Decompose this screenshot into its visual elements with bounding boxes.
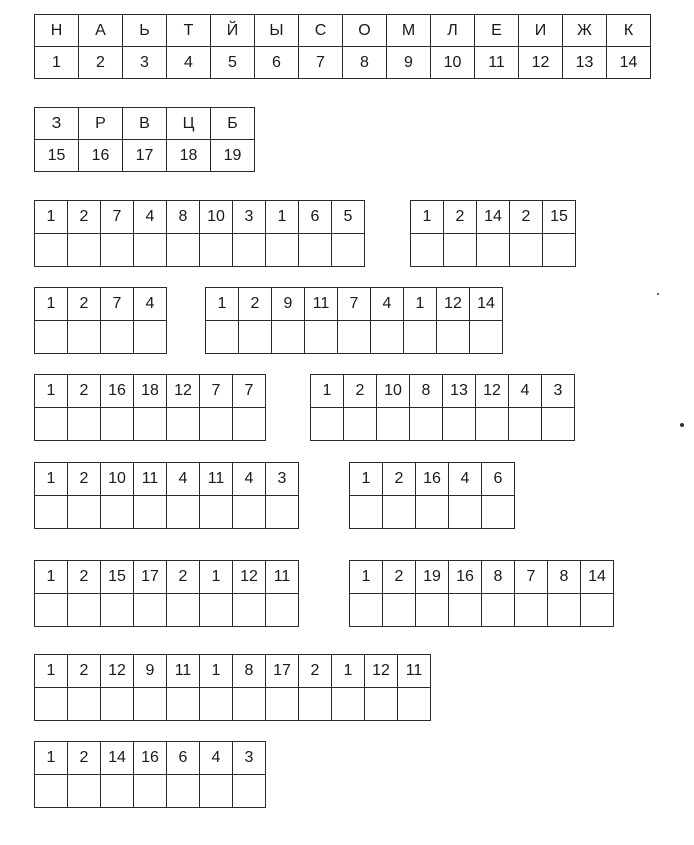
code-number-cell: 1 [411, 201, 444, 234]
word-puzzle-table [34, 560, 299, 627]
answer-letter-cell[interactable] [167, 594, 200, 627]
code-number-cell: 11 [398, 655, 431, 688]
code-number-cell: 9 [272, 288, 305, 321]
code-number-cell: 4 [371, 288, 404, 321]
answer-row [35, 321, 167, 354]
answer-letter-cell[interactable] [101, 234, 134, 267]
word-puzzle-table [205, 287, 503, 354]
word-puzzle-table [34, 654, 431, 721]
cipher-key-table [34, 107, 255, 172]
answer-letter-cell[interactable] [134, 775, 167, 808]
answer-letter-cell[interactable] [68, 688, 101, 721]
code-number-cell: 2 [68, 288, 101, 321]
answer-letter-cell[interactable] [477, 234, 510, 267]
code-numbers-row [35, 742, 266, 775]
code-number-cell: 2 [299, 655, 332, 688]
code-number-cell: 2 [239, 288, 272, 321]
code-number-cell: 12 [167, 375, 200, 408]
answer-letter-cell[interactable] [404, 321, 437, 354]
answer-letter-cell[interactable] [383, 594, 416, 627]
code-number-cell: 1 [200, 655, 233, 688]
code-number-cell: 1 [332, 655, 365, 688]
key-letter-cell: С [299, 15, 343, 47]
answer-letter-cell[interactable] [299, 234, 332, 267]
answer-letter-cell[interactable] [134, 496, 167, 529]
answer-letter-cell[interactable] [200, 775, 233, 808]
key-letter-cell: Т [167, 15, 211, 47]
word-puzzle-table [410, 200, 576, 267]
code-number-cell: 10 [101, 463, 134, 496]
answer-letter-cell[interactable] [200, 496, 233, 529]
key-number-cell: 7 [299, 47, 343, 79]
code-number-cell: 16 [134, 742, 167, 775]
answer-letter-cell[interactable] [68, 234, 101, 267]
word-puzzle-table [34, 741, 266, 808]
code-number-cell: 10 [200, 201, 233, 234]
code-number-cell: 17 [266, 655, 299, 688]
answer-letter-cell[interactable] [482, 496, 515, 529]
key-letter-cell: Н [35, 15, 79, 47]
key-number-cell: 9 [387, 47, 431, 79]
answer-letter-cell[interactable] [444, 234, 477, 267]
answer-row [411, 234, 576, 267]
key-number-cell: 2 [79, 47, 123, 79]
answer-letter-cell[interactable] [68, 496, 101, 529]
answer-letter-cell[interactable] [101, 496, 134, 529]
code-number-cell: 2 [68, 655, 101, 688]
code-numbers-row [350, 463, 515, 496]
answer-letter-cell[interactable] [35, 321, 68, 354]
code-number-cell: 15 [101, 561, 134, 594]
key-number-cell: 6 [255, 47, 299, 79]
word-puzzle-table [34, 200, 365, 267]
code-number-cell: 3 [233, 742, 266, 775]
code-number-cell: 1 [35, 375, 68, 408]
answer-letter-cell[interactable] [509, 408, 542, 441]
answer-row [35, 234, 365, 267]
answer-letter-cell[interactable] [515, 594, 548, 627]
answer-row [206, 321, 503, 354]
key-number-cell: 10 [431, 47, 475, 79]
code-number-cell: 1 [350, 463, 383, 496]
answer-letter-cell[interactable] [101, 688, 134, 721]
answer-letter-cell[interactable] [371, 321, 404, 354]
answer-row [311, 408, 575, 441]
code-number-cell: 7 [101, 288, 134, 321]
key-number-cell: 13 [563, 47, 607, 79]
answer-letter-cell[interactable] [68, 321, 101, 354]
answer-letter-cell[interactable] [134, 321, 167, 354]
answer-letter-cell[interactable] [350, 594, 383, 627]
print-speck [680, 423, 684, 427]
answer-letter-cell[interactable] [35, 775, 68, 808]
answer-letter-cell[interactable] [383, 496, 416, 529]
answer-letter-cell[interactable] [101, 775, 134, 808]
code-number-cell: 5 [332, 201, 365, 234]
answer-row [350, 496, 515, 529]
answer-letter-cell[interactable] [101, 408, 134, 441]
code-number-cell: 6 [299, 201, 332, 234]
code-number-cell: 7 [200, 375, 233, 408]
key-letter-cell: К [607, 15, 651, 47]
code-number-cell: 14 [581, 561, 614, 594]
answer-letter-cell[interactable] [200, 688, 233, 721]
code-number-cell: 1 [350, 561, 383, 594]
code-number-cell: 12 [365, 655, 398, 688]
answer-letter-cell[interactable] [449, 496, 482, 529]
code-numbers-row [411, 201, 576, 234]
code-number-cell: 4 [509, 375, 542, 408]
code-number-cell: 2 [344, 375, 377, 408]
code-number-cell: 1 [35, 561, 68, 594]
word-puzzle-table [34, 462, 299, 529]
answer-letter-cell[interactable] [365, 688, 398, 721]
code-number-cell: 3 [266, 463, 299, 496]
key-letters-row [35, 108, 255, 140]
key-number-cell: 19 [211, 140, 255, 172]
code-number-cell: 16 [449, 561, 482, 594]
code-number-cell: 1 [206, 288, 239, 321]
answer-letter-cell[interactable] [233, 594, 266, 627]
code-number-cell: 14 [470, 288, 503, 321]
code-number-cell: 1 [35, 463, 68, 496]
answer-letter-cell[interactable] [35, 688, 68, 721]
code-number-cell: 12 [437, 288, 470, 321]
code-number-cell: 2 [68, 742, 101, 775]
code-numbers-row [350, 561, 614, 594]
key-letter-cell: Е [475, 15, 519, 47]
answer-letter-cell[interactable] [233, 408, 266, 441]
key-number-cell: 15 [35, 140, 79, 172]
code-number-cell: 11 [134, 463, 167, 496]
code-number-cell: 4 [134, 201, 167, 234]
key-number-cell: 18 [167, 140, 211, 172]
answer-letter-cell[interactable] [167, 496, 200, 529]
key-letter-cell: Р [79, 108, 123, 140]
code-number-cell: 14 [477, 201, 510, 234]
answer-letter-cell[interactable] [416, 594, 449, 627]
key-number-cell: 14 [607, 47, 651, 79]
code-number-cell: 9 [134, 655, 167, 688]
code-number-cell: 8 [410, 375, 443, 408]
code-numbers-row [35, 655, 431, 688]
answer-letter-cell[interactable] [398, 688, 431, 721]
answer-letter-cell[interactable] [266, 688, 299, 721]
answer-letter-cell[interactable] [338, 321, 371, 354]
key-letter-cell: Ц [167, 108, 211, 140]
answer-letter-cell[interactable] [266, 594, 299, 627]
code-number-cell: 2 [68, 201, 101, 234]
answer-letter-cell[interactable] [449, 594, 482, 627]
answer-letter-cell[interactable] [476, 408, 509, 441]
answer-row [35, 496, 299, 529]
key-letter-cell: Й [211, 15, 255, 47]
key-number-cell: 5 [211, 47, 255, 79]
code-numbers-row [35, 201, 365, 234]
code-number-cell: 1 [200, 561, 233, 594]
code-number-cell: 7 [338, 288, 371, 321]
word-puzzle-table [310, 374, 575, 441]
answer-row [35, 594, 299, 627]
key-letter-cell: Ж [563, 15, 607, 47]
code-number-cell: 12 [233, 561, 266, 594]
answer-letter-cell[interactable] [167, 408, 200, 441]
key-letter-cell: Л [431, 15, 475, 47]
answer-letter-cell[interactable] [68, 594, 101, 627]
code-number-cell: 2 [68, 561, 101, 594]
code-numbers-row [35, 463, 299, 496]
answer-letter-cell[interactable] [167, 234, 200, 267]
key-number-cell: 11 [475, 47, 519, 79]
code-number-cell: 11 [305, 288, 338, 321]
answer-letter-cell[interactable] [410, 408, 443, 441]
code-numbers-row [35, 375, 266, 408]
key-letters-row [35, 15, 651, 47]
code-numbers-row [35, 288, 167, 321]
key-number-cell: 1 [35, 47, 79, 79]
answer-letter-cell[interactable] [437, 321, 470, 354]
answer-letter-cell[interactable] [101, 321, 134, 354]
code-number-cell: 6 [167, 742, 200, 775]
answer-letter-cell[interactable] [35, 496, 68, 529]
answer-letter-cell[interactable] [101, 594, 134, 627]
code-number-cell: 3 [233, 201, 266, 234]
code-number-cell: 19 [416, 561, 449, 594]
cipher-key-table [34, 14, 651, 79]
code-number-cell: 1 [266, 201, 299, 234]
code-number-cell: 8 [548, 561, 581, 594]
key-number-cell: 12 [519, 47, 563, 79]
answer-letter-cell[interactable] [200, 594, 233, 627]
answer-letter-cell[interactable] [266, 496, 299, 529]
key-number-cell: 4 [167, 47, 211, 79]
code-number-cell: 2 [167, 561, 200, 594]
answer-letter-cell[interactable] [377, 408, 410, 441]
code-number-cell: 3 [542, 375, 575, 408]
answer-letter-cell[interactable] [68, 408, 101, 441]
code-number-cell: 8 [482, 561, 515, 594]
answer-row [35, 408, 266, 441]
answer-letter-cell[interactable] [233, 234, 266, 267]
answer-letter-cell[interactable] [311, 408, 344, 441]
word-puzzle-table [349, 560, 614, 627]
code-number-cell: 4 [134, 288, 167, 321]
key-letter-cell: И [519, 15, 563, 47]
answer-letter-cell[interactable] [134, 408, 167, 441]
code-number-cell: 1 [311, 375, 344, 408]
code-number-cell: 8 [233, 655, 266, 688]
answer-row [35, 775, 266, 808]
code-numbers-row [206, 288, 503, 321]
answer-letter-cell[interactable] [470, 321, 503, 354]
code-number-cell: 2 [68, 463, 101, 496]
code-number-cell: 4 [200, 742, 233, 775]
code-number-cell: 16 [416, 463, 449, 496]
code-number-cell: 6 [482, 463, 515, 496]
answer-letter-cell[interactable] [272, 321, 305, 354]
key-letter-cell: Б [211, 108, 255, 140]
code-number-cell: 14 [101, 742, 134, 775]
answer-letter-cell[interactable] [266, 234, 299, 267]
code-number-cell: 12 [101, 655, 134, 688]
key-letter-cell: В [123, 108, 167, 140]
answer-letter-cell[interactable] [350, 496, 383, 529]
word-puzzle-table [349, 462, 515, 529]
answer-letter-cell[interactable] [239, 321, 272, 354]
key-letter-cell: А [79, 15, 123, 47]
answer-letter-cell[interactable] [233, 688, 266, 721]
code-number-cell: 15 [543, 201, 576, 234]
code-number-cell: 1 [35, 742, 68, 775]
answer-letter-cell[interactable] [167, 775, 200, 808]
code-number-cell: 1 [35, 201, 68, 234]
code-number-cell: 16 [101, 375, 134, 408]
code-number-cell: 2 [510, 201, 543, 234]
word-puzzle-table [34, 287, 167, 354]
answer-letter-cell[interactable] [68, 775, 101, 808]
answer-letter-cell[interactable] [233, 496, 266, 529]
code-number-cell: 18 [134, 375, 167, 408]
answer-letter-cell[interactable] [35, 408, 68, 441]
key-number-cell: 8 [343, 47, 387, 79]
answer-letter-cell[interactable] [548, 594, 581, 627]
code-numbers-row [311, 375, 575, 408]
code-number-cell: 1 [404, 288, 437, 321]
answer-letter-cell[interactable] [134, 688, 167, 721]
code-number-cell: 7 [515, 561, 548, 594]
word-puzzle-table [34, 374, 266, 441]
answer-letter-cell[interactable] [332, 688, 365, 721]
answer-letter-cell[interactable] [35, 594, 68, 627]
key-letter-cell: Ь [123, 15, 167, 47]
answer-letter-cell[interactable] [581, 594, 614, 627]
code-number-cell: 1 [35, 655, 68, 688]
code-number-cell: 4 [449, 463, 482, 496]
answer-letter-cell[interactable] [167, 688, 200, 721]
code-number-cell: 10 [377, 375, 410, 408]
answer-row [350, 594, 614, 627]
code-number-cell: 7 [233, 375, 266, 408]
code-number-cell: 12 [476, 375, 509, 408]
key-number-cell: 16 [79, 140, 123, 172]
code-number-cell: 11 [167, 655, 200, 688]
key-number-cell: 17 [123, 140, 167, 172]
code-number-cell: 13 [443, 375, 476, 408]
code-number-cell: 2 [444, 201, 477, 234]
key-number-cell: 3 [123, 47, 167, 79]
answer-letter-cell[interactable] [416, 496, 449, 529]
key-letter-cell: Ы [255, 15, 299, 47]
code-number-cell: 4 [167, 463, 200, 496]
answer-letter-cell[interactable] [200, 408, 233, 441]
key-numbers-row [35, 47, 651, 79]
key-letter-cell: О [343, 15, 387, 47]
answer-letter-cell[interactable] [543, 234, 576, 267]
print-speck [657, 293, 659, 295]
answer-letter-cell[interactable] [299, 688, 332, 721]
answer-letter-cell[interactable] [344, 408, 377, 441]
code-number-cell: 4 [233, 463, 266, 496]
key-numbers-row [35, 140, 255, 172]
answer-row [35, 688, 431, 721]
answer-letter-cell[interactable] [134, 234, 167, 267]
answer-letter-cell[interactable] [305, 321, 338, 354]
code-number-cell: 11 [266, 561, 299, 594]
code-number-cell: 1 [35, 288, 68, 321]
code-number-cell: 2 [383, 561, 416, 594]
answer-letter-cell[interactable] [134, 594, 167, 627]
code-number-cell: 17 [134, 561, 167, 594]
answer-letter-cell[interactable] [510, 234, 543, 267]
code-numbers-row [35, 561, 299, 594]
code-number-cell: 8 [167, 201, 200, 234]
answer-letter-cell[interactable] [411, 234, 444, 267]
answer-letter-cell[interactable] [233, 775, 266, 808]
answer-letter-cell[interactable] [443, 408, 476, 441]
answer-letter-cell[interactable] [542, 408, 575, 441]
code-number-cell: 11 [200, 463, 233, 496]
answer-letter-cell[interactable] [200, 234, 233, 267]
code-number-cell: 7 [101, 201, 134, 234]
code-number-cell: 2 [383, 463, 416, 496]
key-letter-cell: М [387, 15, 431, 47]
answer-letter-cell[interactable] [332, 234, 365, 267]
code-number-cell: 2 [68, 375, 101, 408]
answer-letter-cell[interactable] [206, 321, 239, 354]
answer-letter-cell[interactable] [35, 234, 68, 267]
answer-letter-cell[interactable] [482, 594, 515, 627]
key-letter-cell: З [35, 108, 79, 140]
